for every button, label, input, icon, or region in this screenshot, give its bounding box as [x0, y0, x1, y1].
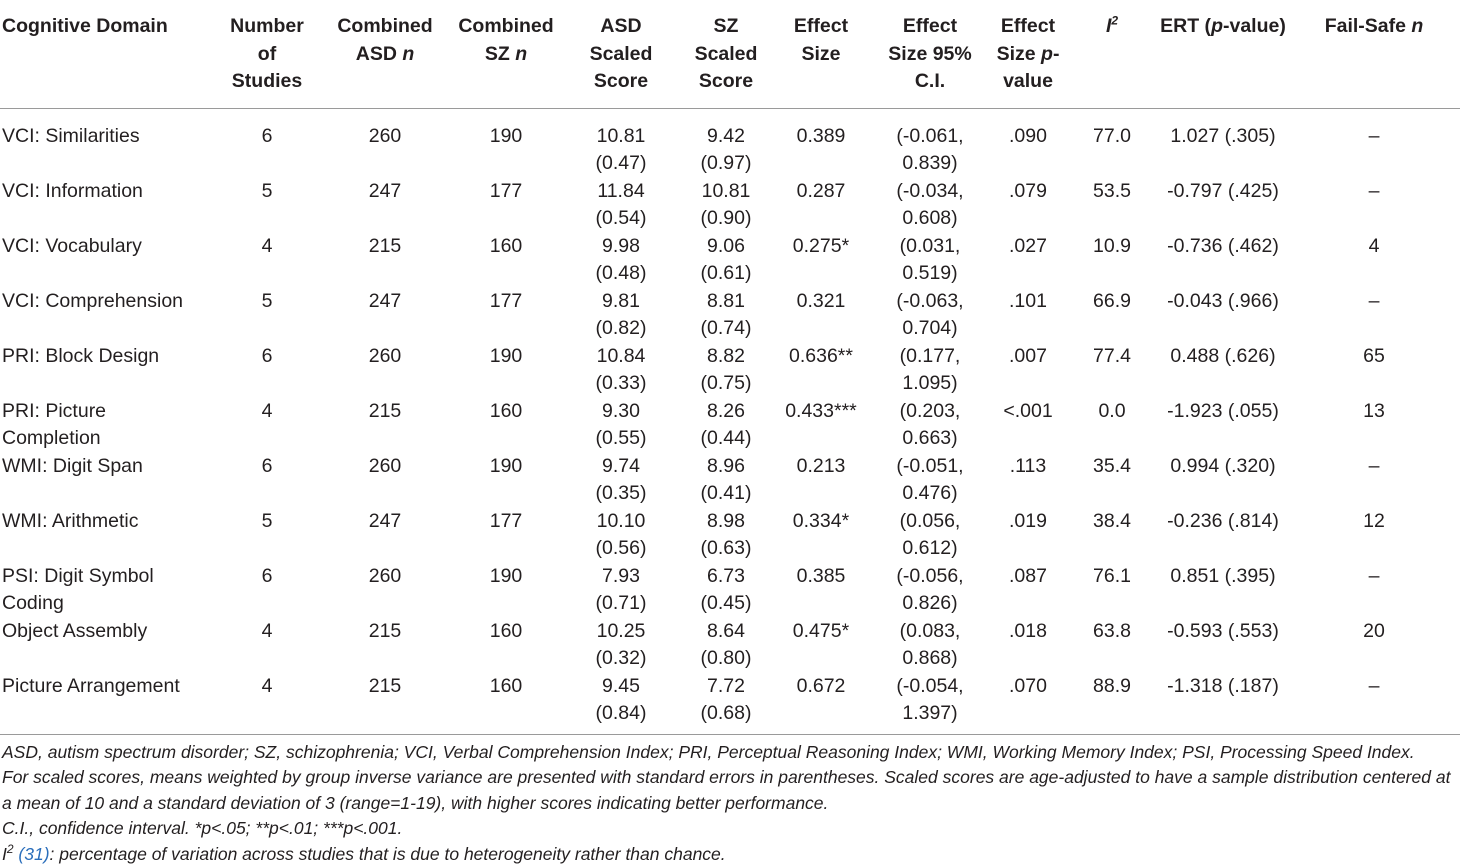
cell-domain-line: PRI: Block Design: [2, 343, 214, 371]
col-header-sz-n: Combined SZ n: [450, 0, 562, 108]
cell-ert: 0.851 (.395): [1158, 563, 1288, 618]
cell-i2: 66.9: [1066, 288, 1158, 343]
cell-domain: [0, 233, 214, 288]
cell-effect-size: 0.433***: [772, 398, 870, 453]
cell-sz-n: 177: [450, 508, 562, 563]
cell-failsafe: 65: [1288, 343, 1460, 398]
cell-asd-n: 247: [320, 508, 450, 563]
cell-sz-n: 177: [450, 178, 562, 233]
cell-studies: 4: [214, 618, 320, 673]
cell-sz-n: 177: [450, 288, 562, 343]
cell-i2: 77.0: [1066, 108, 1158, 178]
cell-ci: [870, 453, 990, 508]
cell-ci-line: (-0.054,: [870, 673, 990, 701]
cell-effect-size: 0.385: [772, 563, 870, 618]
cell-sz-score: [680, 453, 772, 508]
cell-p-value: .079: [990, 178, 1066, 233]
cell-effect-size: 0.287: [772, 178, 870, 233]
cell-asd-score: [562, 178, 680, 233]
cell-asd-score-line: (0.32): [562, 645, 680, 673]
cell-asd-n: 260: [320, 108, 450, 178]
cell-failsafe: –: [1288, 288, 1460, 343]
cell-sz-n: 160: [450, 398, 562, 453]
cell-ci: [870, 563, 990, 618]
table-row: [0, 178, 1460, 233]
cell-sz-score-line: (0.97): [680, 150, 772, 178]
cell-ci: [870, 288, 990, 343]
footnote-scaled-scores-cont: a mean of 10 and a standard deviation of 3 (range=1-19), with higher scores indicating better performance.: [2, 791, 1460, 817]
table-row: [0, 673, 1460, 734]
cell-sz-n: 190: [450, 453, 562, 508]
cell-asd-score: [562, 453, 680, 508]
cell-asd-score-line: 9.30: [562, 398, 680, 426]
cell-ert: -0.736 (.462): [1158, 233, 1288, 288]
cell-sz-score: [680, 108, 772, 178]
cell-ci-line: (-0.061,: [870, 123, 990, 151]
cell-failsafe: –: [1288, 108, 1460, 178]
cell-ci-line: 0.663): [870, 425, 990, 453]
table-row: [0, 398, 1460, 453]
cell-sz-n: 160: [450, 618, 562, 673]
cell-sz-score: [680, 398, 772, 453]
col-header-effect-size: Effect Size: [772, 0, 870, 108]
cell-sz-score: [680, 563, 772, 618]
cell-ert: -0.236 (.814): [1158, 508, 1288, 563]
cell-domain-line: VCI: Information: [2, 178, 214, 206]
cell-asd-n: 247: [320, 288, 450, 343]
cell-i2: 0.0: [1066, 398, 1158, 453]
cell-ert: 0.994 (.320): [1158, 453, 1288, 508]
col-header-ci: Effect Size 95% C.I.: [870, 0, 990, 108]
cell-sz-score: [680, 288, 772, 343]
cell-sz-n: 160: [450, 233, 562, 288]
cell-domain-line: PSI: Digit Symbol: [2, 563, 214, 591]
cell-asd-score-line: (0.55): [562, 425, 680, 453]
cell-sz-n: 190: [450, 563, 562, 618]
cell-ci-line: (0.177,: [870, 343, 990, 371]
cell-studies: 6: [214, 563, 320, 618]
cell-studies: 4: [214, 673, 320, 734]
cell-studies: 5: [214, 288, 320, 343]
cell-ci: [870, 673, 990, 734]
cell-i2: 38.4: [1066, 508, 1158, 563]
cell-domain-line: Object Assembly: [2, 618, 214, 646]
cell-sz-score-line: 8.82: [680, 343, 772, 371]
col-header-i2: $I^2$: [1066, 0, 1158, 108]
cell-i2: 10.9: [1066, 233, 1158, 288]
cell-domain-line: VCI: Vocabulary: [2, 233, 214, 261]
cell-failsafe: 20: [1288, 618, 1460, 673]
cell-i2: 77.4: [1066, 343, 1158, 398]
table-row: [0, 508, 1460, 563]
cell-sz-score-line: 8.64: [680, 618, 772, 646]
cell-studies: 6: [214, 343, 320, 398]
cell-p-value: .018: [990, 618, 1066, 673]
cell-asd-n: 260: [320, 563, 450, 618]
cell-sz-score-line: (0.61): [680, 260, 772, 288]
col-header-asd-n: Combined ASD n: [320, 0, 450, 108]
cell-studies: 4: [214, 233, 320, 288]
cell-asd-score-line: (0.47): [562, 150, 680, 178]
col-header-sz-score: SZ Scaled Score: [680, 0, 772, 108]
cell-asd-score-line: (0.33): [562, 370, 680, 398]
cell-domain-line: WMI: Arithmetic: [2, 508, 214, 536]
cell-ert: -0.043 (.966): [1158, 288, 1288, 343]
cell-sz-score-line: (0.80): [680, 645, 772, 673]
cell-asd-score-line: (0.56): [562, 535, 680, 563]
cell-failsafe: –: [1288, 178, 1460, 233]
cell-domain: [0, 398, 214, 453]
cell-sz-score-line: 8.81: [680, 288, 772, 316]
cell-asd-score-line: (0.82): [562, 315, 680, 343]
footnote-significance: C.I., confidence interval. *p<.05; **p<.01; ***p<.001.: [2, 816, 1460, 842]
cell-p-value: .090: [990, 108, 1066, 178]
cell-studies: 6: [214, 453, 320, 508]
cell-ci-line: 0.476): [870, 480, 990, 508]
cell-failsafe: –: [1288, 453, 1460, 508]
col-header-studies: Number of Studies: [214, 0, 320, 108]
cell-sz-score-line: 6.73: [680, 563, 772, 591]
cell-sz-score-line: 7.72: [680, 673, 772, 701]
cell-asd-score: [562, 673, 680, 734]
cell-failsafe: –: [1288, 673, 1460, 734]
cell-asd-score: [562, 398, 680, 453]
cell-failsafe: 12: [1288, 508, 1460, 563]
cell-ci-line: (-0.034,: [870, 178, 990, 206]
cell-asd-score-line: 10.81: [562, 123, 680, 151]
cell-sz-score: [680, 508, 772, 563]
table-row: [0, 563, 1460, 618]
table-row: [0, 108, 1460, 178]
cell-asd-n: 215: [320, 398, 450, 453]
cell-ci-line: 0.608): [870, 205, 990, 233]
cell-sz-score-line: (0.45): [680, 590, 772, 618]
cell-asd-score: [562, 288, 680, 343]
cell-sz-score: [680, 618, 772, 673]
cell-domain: [0, 288, 214, 343]
cell-sz-score-line: 8.98: [680, 508, 772, 536]
cell-asd-n: 247: [320, 178, 450, 233]
cell-asd-score-line: (0.35): [562, 480, 680, 508]
cell-ci-line: (0.083,: [870, 618, 990, 646]
cell-sz-score-line: 8.96: [680, 453, 772, 481]
cell-ci: [870, 233, 990, 288]
cell-asd-n: 215: [320, 233, 450, 288]
cell-domain: [0, 673, 214, 734]
cell-sz-score-line: (0.68): [680, 700, 772, 728]
table-footnotes: [0, 734, 1460, 867]
cell-domain: [0, 508, 214, 563]
cell-sz-score-line: (0.75): [680, 370, 772, 398]
cell-ci-line: (0.056,: [870, 508, 990, 536]
cell-ert: -1.923 (.055): [1158, 398, 1288, 453]
cell-effect-size: 0.213: [772, 453, 870, 508]
header-row: [0, 0, 1460, 108]
cell-asd-score-line: 10.10: [562, 508, 680, 536]
cell-asd-score: [562, 233, 680, 288]
cell-asd-score-line: 9.98: [562, 233, 680, 261]
cell-sz-score-line: (0.63): [680, 535, 772, 563]
cell-effect-size: 0.334*: [772, 508, 870, 563]
cell-failsafe: –: [1288, 563, 1460, 618]
cell-sz-score-line: (0.41): [680, 480, 772, 508]
cell-domain: [0, 453, 214, 508]
cell-ert: 0.488 (.626): [1158, 343, 1288, 398]
cell-domain: [0, 178, 214, 233]
cell-p-value: .070: [990, 673, 1066, 734]
cell-domain: [0, 618, 214, 673]
cell-sz-score-line: (0.90): [680, 205, 772, 233]
cell-effect-size: 0.321: [772, 288, 870, 343]
reference-link[interactable]: (31): [14, 844, 50, 864]
cell-domain-line: PRI: Picture: [2, 398, 214, 426]
cell-i2: 53.5: [1066, 178, 1158, 233]
footnote-i2: $I^2$ (31): percentage of variation across studies that is due to heterogeneity rather than chance.: [2, 842, 1460, 867]
cell-sz-score-line: 9.42: [680, 123, 772, 151]
cell-p-value: <.001: [990, 398, 1066, 453]
table-row: [0, 618, 1460, 673]
table-row: [0, 453, 1460, 508]
col-header-domain: Cognitive Domain: [0, 0, 214, 108]
cell-ci: [870, 343, 990, 398]
cell-asd-score-line: 9.74: [562, 453, 680, 481]
footnote-abbreviations: ASD, autism spectrum disorder; SZ, schizophrenia; VCI, Verbal Comprehension Index; PRI, Perceptual Reasoning Index; WMI, Working Memory Index; PSI, Processing Speed Index.: [2, 740, 1460, 766]
cell-studies: 5: [214, 178, 320, 233]
cell-ci-line: 0.519): [870, 260, 990, 288]
cell-ci-line: (-0.063,: [870, 288, 990, 316]
cell-asd-score-line: 9.45: [562, 673, 680, 701]
cell-sz-score-line: 8.26: [680, 398, 772, 426]
cell-studies: 4: [214, 398, 320, 453]
cell-p-value: .027: [990, 233, 1066, 288]
cell-p-value: .101: [990, 288, 1066, 343]
cell-ci-line: 1.095): [870, 370, 990, 398]
cell-sz-score: [680, 343, 772, 398]
cell-effect-size: 0.636**: [772, 343, 870, 398]
cell-asd-n: 260: [320, 343, 450, 398]
cell-ci-line: 0.826): [870, 590, 990, 618]
col-header-asd-score: ASD Scaled Score: [562, 0, 680, 108]
cell-domain-line: Completion: [2, 425, 214, 453]
cell-i2: 35.4: [1066, 453, 1158, 508]
cell-sz-score: [680, 233, 772, 288]
cell-ci-line: 0.704): [870, 315, 990, 343]
cell-effect-size: 0.275*: [772, 233, 870, 288]
cell-ci: [870, 108, 990, 178]
cell-ci: [870, 178, 990, 233]
cell-asd-score-line: 7.93: [562, 563, 680, 591]
table-row: [0, 343, 1460, 398]
cell-ci-line: (-0.051,: [870, 453, 990, 481]
cell-domain-line: VCI: Similarities: [2, 123, 214, 151]
cell-asd-n: 260: [320, 453, 450, 508]
col-header-ert: ERT (p-value): [1158, 0, 1288, 108]
cell-domain-line: VCI: Comprehension: [2, 288, 214, 316]
cell-asd-score-line: 10.25: [562, 618, 680, 646]
cell-sz-n: 190: [450, 343, 562, 398]
cell-ci: [870, 508, 990, 563]
cell-ci-line: (0.203,: [870, 398, 990, 426]
col-header-p-value: Effect Size p- value: [990, 0, 1066, 108]
cell-asd-score-line: 10.84: [562, 343, 680, 371]
cell-effect-size: 0.672: [772, 673, 870, 734]
cell-i2: 88.9: [1066, 673, 1158, 734]
col-header-failsafe: Fail-Safe n: [1288, 0, 1460, 108]
cell-domain-line: Picture Arrangement: [2, 673, 214, 701]
cell-ci: [870, 398, 990, 453]
cell-asd-n: 215: [320, 673, 450, 734]
cell-asd-score: [562, 343, 680, 398]
cell-domain-line: WMI: Digit Span: [2, 453, 214, 481]
cell-ci: [870, 618, 990, 673]
cell-asd-score: [562, 563, 680, 618]
cell-sz-n: 160: [450, 673, 562, 734]
cell-p-value: .007: [990, 343, 1066, 398]
cell-p-value: .019: [990, 508, 1066, 563]
cell-asd-score: [562, 508, 680, 563]
cell-sz-score: [680, 673, 772, 734]
cell-asd-score: [562, 108, 680, 178]
cell-sz-score-line: 9.06: [680, 233, 772, 261]
cell-ert: -0.797 (.425): [1158, 178, 1288, 233]
cell-asd-score-line: (0.84): [562, 700, 680, 728]
cell-sz-score-line: 10.81: [680, 178, 772, 206]
cell-domain: [0, 343, 214, 398]
cell-domain: [0, 108, 214, 178]
cell-asd-score-line: (0.71): [562, 590, 680, 618]
cell-p-value: .113: [990, 453, 1066, 508]
cell-sz-score: [680, 178, 772, 233]
cell-p-value: .087: [990, 563, 1066, 618]
cell-asd-score-line: 9.81: [562, 288, 680, 316]
cell-ci-line: 0.868): [870, 645, 990, 673]
cell-asd-n: 215: [320, 618, 450, 673]
table-body: [0, 108, 1460, 734]
cell-effect-size: 0.475*: [772, 618, 870, 673]
cell-effect-size: 0.389: [772, 108, 870, 178]
cell-ci-line: 1.397): [870, 700, 990, 728]
cell-ci-line: 0.612): [870, 535, 990, 563]
footnote-scaled-scores: For scaled scores, means weighted by group inverse variance are presented with standard errors in parentheses. Scaled scores are age-adjusted to have a sample distribution centered at: [2, 765, 1460, 791]
cell-asd-score-line: 11.84: [562, 178, 680, 206]
cell-asd-score-line: (0.54): [562, 205, 680, 233]
cell-studies: 6: [214, 108, 320, 178]
cell-i2: 76.1: [1066, 563, 1158, 618]
cell-asd-score-line: (0.48): [562, 260, 680, 288]
cell-failsafe: 4: [1288, 233, 1460, 288]
cell-ert: -1.318 (.187): [1158, 673, 1288, 734]
cell-i2: 63.8: [1066, 618, 1158, 673]
cell-sz-n: 190: [450, 108, 562, 178]
cell-studies: 5: [214, 508, 320, 563]
cell-ert: 1.027 (.305): [1158, 108, 1288, 178]
table-row: [0, 288, 1460, 343]
table-row: [0, 233, 1460, 288]
cell-ci-line: (-0.056,: [870, 563, 990, 591]
cell-sz-score-line: (0.44): [680, 425, 772, 453]
cell-domain-line: Coding: [2, 590, 214, 618]
cell-failsafe: 13: [1288, 398, 1460, 453]
cell-sz-score-line: (0.74): [680, 315, 772, 343]
cell-domain: [0, 563, 214, 618]
cell-asd-score: [562, 618, 680, 673]
cell-ci-line: (0.031,: [870, 233, 990, 261]
cell-ert: -0.593 (.553): [1158, 618, 1288, 673]
cell-ci-line: 0.839): [870, 150, 990, 178]
